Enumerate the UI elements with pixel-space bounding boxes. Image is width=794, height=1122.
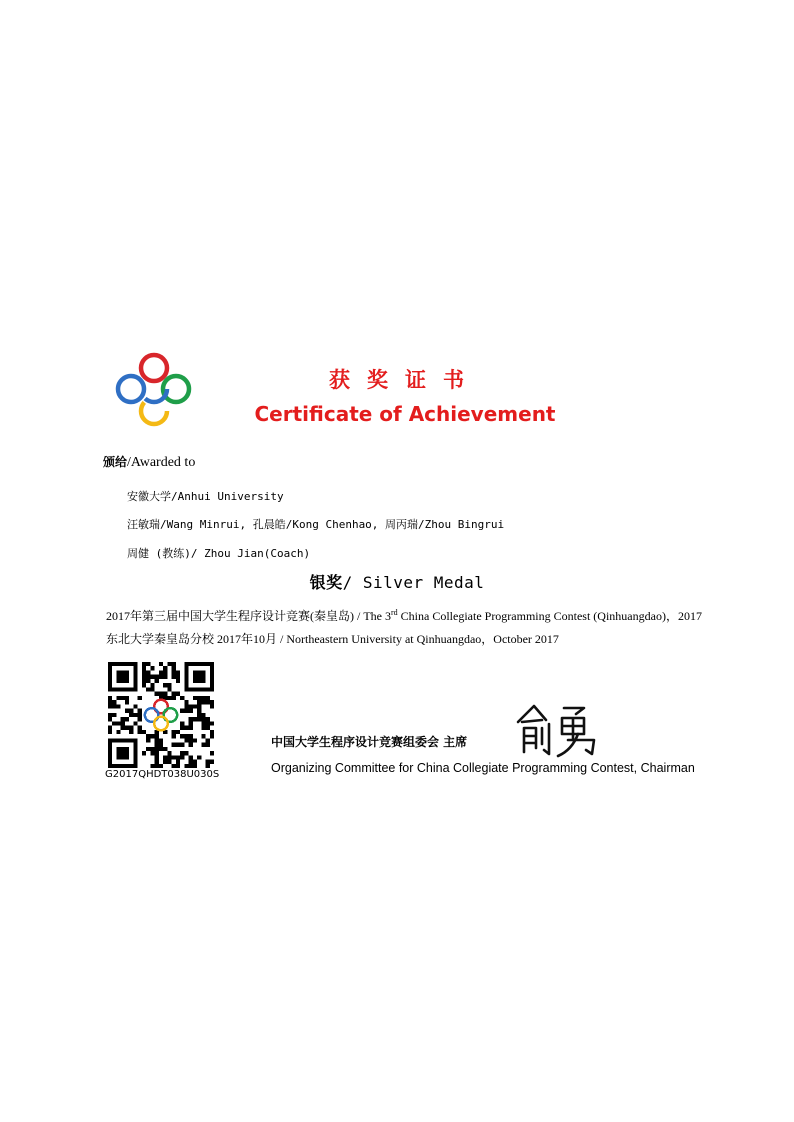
qr-code-icon	[108, 662, 214, 768]
handwritten-signature-icon	[512, 700, 608, 760]
certificate-title-en: Certificate of Achievement	[254, 402, 556, 426]
certificate-title-cn: 获 奖 证 书	[329, 368, 473, 392]
recipient-university: 安徽大学/Anhui University	[127, 490, 284, 503]
organizer-en: Organizing Committee for China Collegiate Programming Contest, Chairman	[271, 761, 695, 775]
awarded-to-label: 颁给/Awarded to	[103, 455, 196, 470]
contest-description: 2017年第三届中国大学生程序设计竞赛(秦皇岛) / The 3rd China Collegiate Programming Contest (Qinhuangdao)，2017	[106, 608, 702, 623]
recipient-coach: 周健 (教练)/ Zhou Jian(Coach)	[127, 547, 311, 560]
host-and-date: 东北大学秦皇岛分校 2017年10月 / Northeastern University at Qinhuangdao，October 2017	[106, 632, 559, 646]
medal-award: 银奖/ Silver Medal	[309, 573, 485, 592]
organizer-cn: 中国大学生程序设计竞赛组委会 主席	[271, 735, 468, 749]
certificate-serial-code: G2017QHDT038U030S	[105, 769, 220, 780]
recipient-team-members: 汪敏瑞/Wang Minrui, 孔晨皓/Kong Chenhao, 周丙瑞/Zhou Bingrui	[127, 518, 505, 531]
